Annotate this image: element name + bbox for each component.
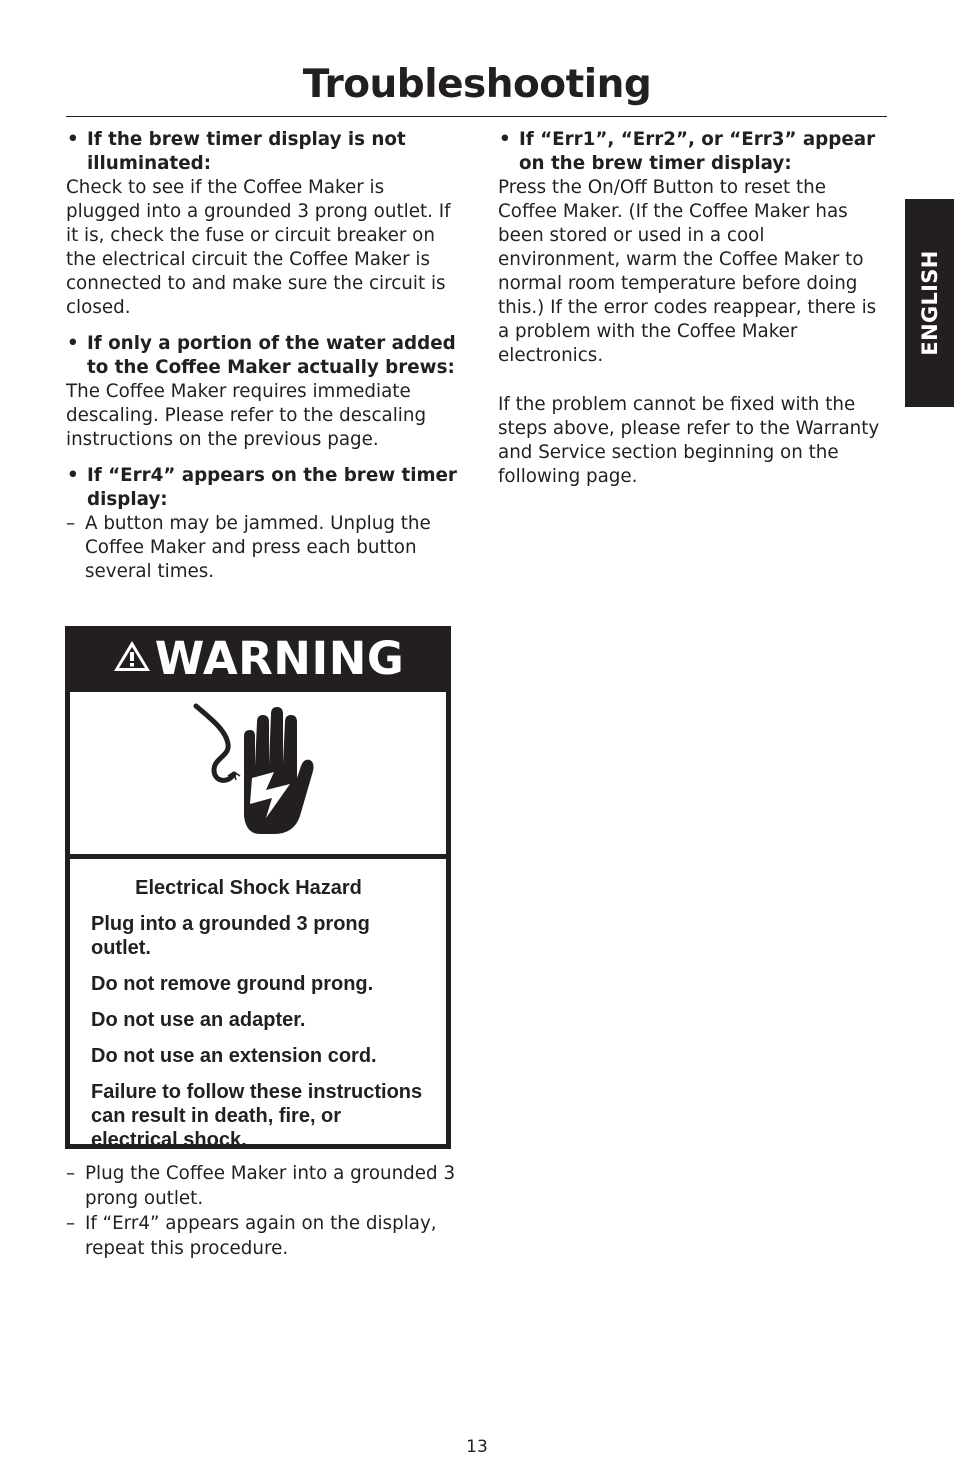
bullet: • bbox=[499, 129, 511, 150]
section-body: Press the On/Off Button to reset the Coffee Maker. (If the Coffee Maker has been stored or used in a cool environment, warm the Coffee Maker to normal room temperature before doing this.) If the error codes reappear, there is a problem with the Coffee Maker electronics. bbox=[498, 177, 877, 366]
bullet: • bbox=[67, 465, 79, 486]
left-column bbox=[66, 128, 458, 596]
language-tab-label: ENGLISH bbox=[917, 250, 942, 356]
right-column bbox=[498, 128, 888, 489]
warning-line: Do not use an extension cord. bbox=[91, 1045, 377, 1067]
language-tab bbox=[905, 199, 954, 407]
title-rule bbox=[66, 116, 887, 117]
warning-word: WARNING bbox=[154, 631, 405, 685]
dash-mark: – bbox=[66, 1163, 76, 1184]
warning-pictogram bbox=[70, 692, 446, 854]
warning-line: Do not use an adapter. bbox=[91, 1009, 306, 1031]
step-item bbox=[66, 512, 458, 584]
section-body: Check to see if the Coffee Maker is plugged into a grounded 3 prong outlet. If it is, check the fuse or circuit breaker on the electrical circuit the Coffee Maker is connected to and make sure the circuit is closed. bbox=[66, 177, 451, 318]
warning-body bbox=[70, 859, 446, 1151]
section-err4 bbox=[66, 464, 458, 584]
step-item bbox=[66, 1212, 458, 1261]
dash-mark: – bbox=[66, 1213, 76, 1234]
bullet: • bbox=[67, 129, 79, 150]
section-body: The Coffee Maker requires immediate descaling. Please refer to the descaling instructions on the previous page. bbox=[66, 381, 427, 450]
section-heading: If “Err1”, “Err2”, or “Err3” appear on the brew timer display: bbox=[519, 129, 876, 174]
bullet: • bbox=[67, 333, 79, 354]
after-warning-steps bbox=[66, 1162, 458, 1262]
warning-line: Plug into a grounded 3 prong outlet. bbox=[91, 913, 370, 959]
section-heading: If “Err4” appears on the brew timer display: bbox=[87, 465, 457, 510]
section-partial-brew bbox=[66, 332, 458, 452]
hazard-title: Electrical Shock Hazard bbox=[135, 877, 362, 899]
section-heading: If only a portion of the water added to the Coffee Maker actually brews: bbox=[87, 333, 456, 378]
warning-line: Do not remove ground prong. bbox=[91, 973, 374, 995]
step-text: Plug the Coffee Maker into a grounded 3 prong outlet. bbox=[85, 1163, 456, 1209]
step-text: If “Err4” appears again on the display, repeat this procedure. bbox=[85, 1213, 437, 1259]
step-item bbox=[66, 1162, 458, 1211]
closing-paragraph: If the problem cannot be fixed with the steps above, please refer to the Warranty and Service section beginning on the following page. bbox=[498, 394, 880, 487]
warning-triangle-icon bbox=[112, 639, 152, 673]
section-heading: If the brew timer display is not illuminated: bbox=[87, 129, 406, 174]
page-number: 13 bbox=[466, 1437, 488, 1457]
step-text: A button may be jammed. Unplug the Coffee Maker and press each button several times. bbox=[85, 513, 431, 582]
dash-mark: – bbox=[66, 513, 76, 534]
warning-box bbox=[65, 626, 451, 1149]
warning-line: Failure to follow these instructions can result in death, fire, or electrical shock. bbox=[91, 1081, 423, 1151]
section-display-not-illuminated bbox=[66, 128, 458, 320]
page-title: Troubleshooting bbox=[302, 62, 652, 107]
electrical-shock-hand-icon bbox=[70, 692, 446, 854]
warning-header bbox=[65, 626, 451, 690]
section-err123 bbox=[498, 128, 888, 489]
